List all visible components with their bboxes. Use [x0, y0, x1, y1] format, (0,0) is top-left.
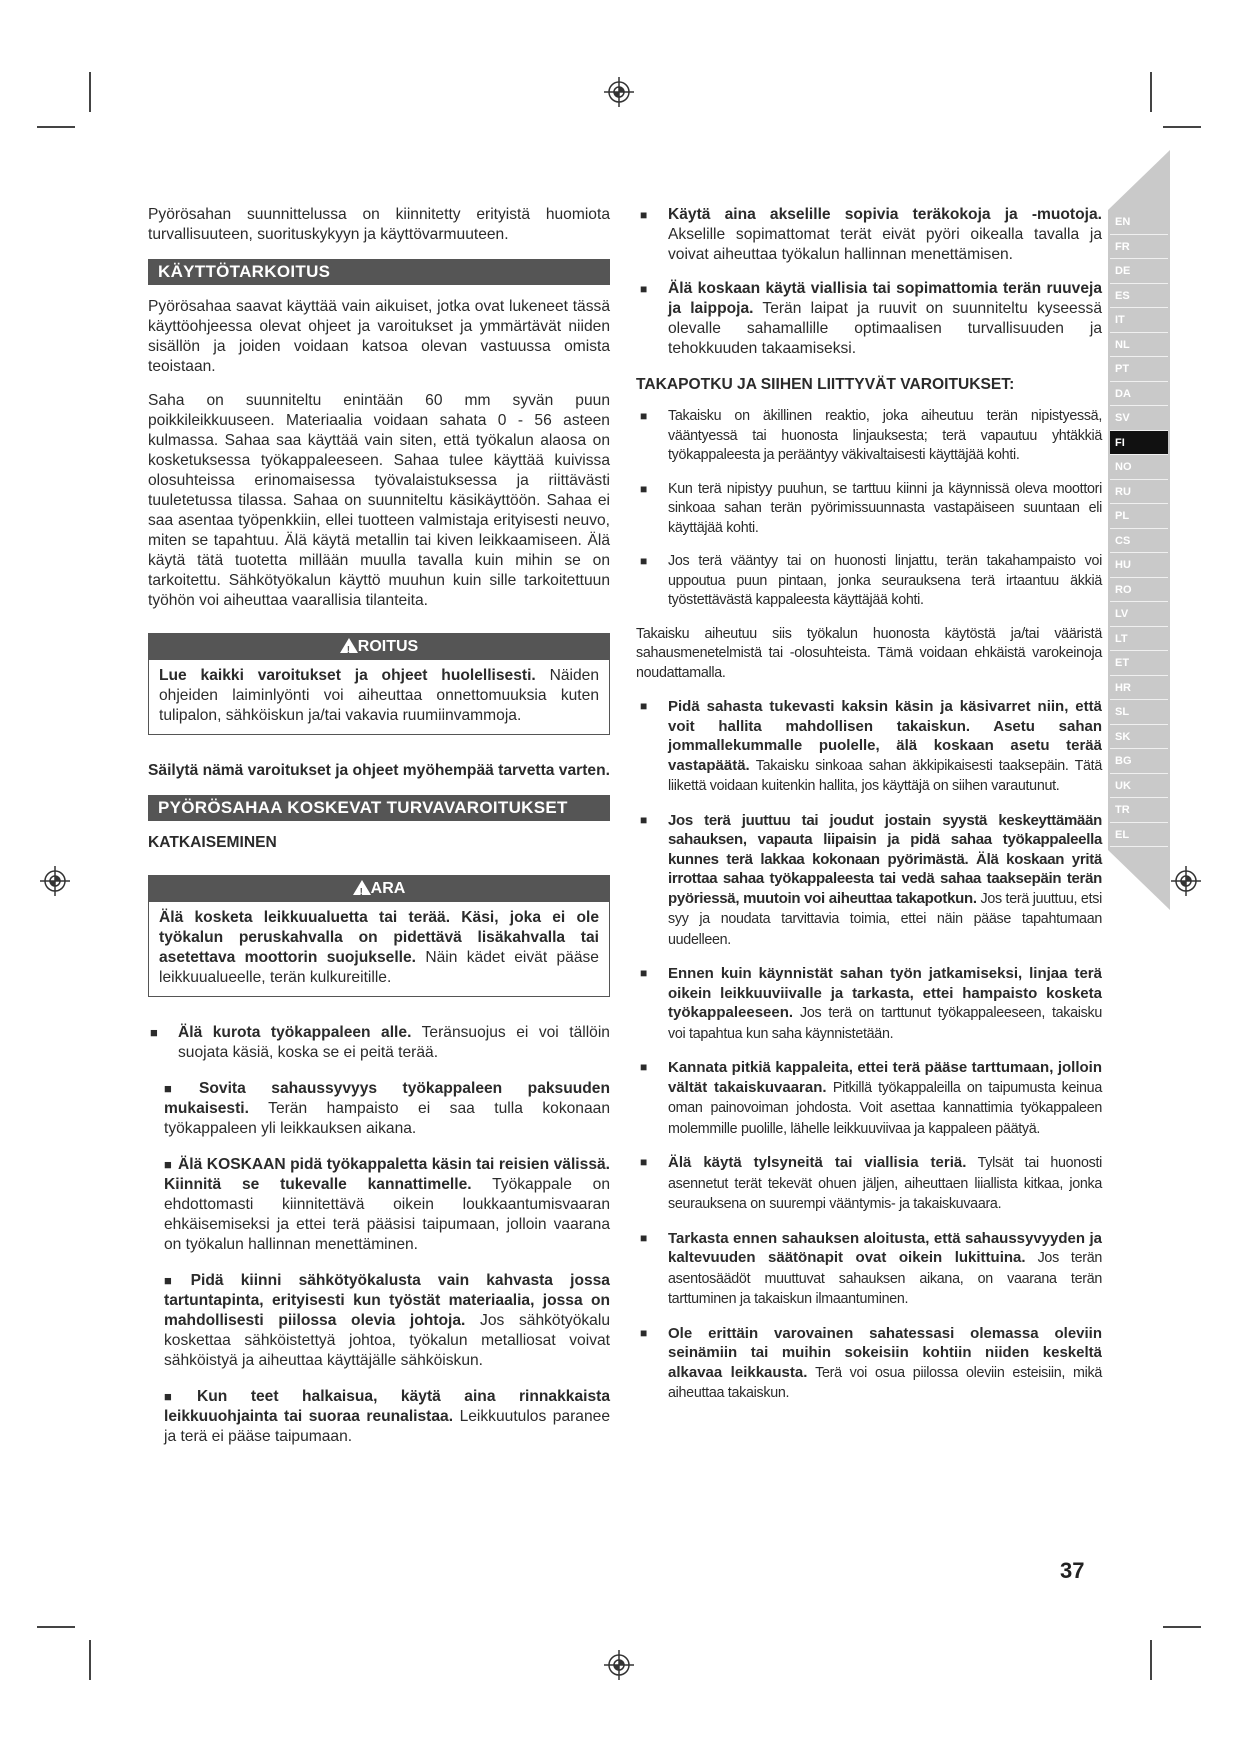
list-item: ■ Pidä kiinni sähkötyökalusta vain kahvasta jossa tartuntapinta, erityisesti kun työstät materiaalia, jossa on mahdollisesti piilossa olevia johtoja. Jos sähkötyökalu koskettaa sähköistettyä johtoa, työkalun metalliosat voivat sähköistyä ja aiheuttaa käyttäjälle sähköiskun. — [164, 1272, 610, 1369]
language-tab-bg[interactable]: BG — [1110, 749, 1168, 774]
registration-mark-icon — [604, 77, 634, 107]
section-heading-usage: KÄYTTÖTARKOITUS — [148, 259, 610, 285]
square-bullet-icon: ■ — [640, 1230, 648, 1245]
list-item: ■ Jos terä vääntyy tai on huonosti linjattu, terän takahampaisto voi uppoutua puun pintaan, jonka seurauksena terä irtaantuu äkkiä työstettävästä kappaleesta käyttäjää kohti. — [640, 553, 1102, 608]
list-item: ■ Pidä sahasta tukevasti kaksin käsin ja käsivarret niin, että voit hallita mahdollisen takaiskun. Asetu sahan jommallekummalle puolelle, älä koskaan asetu terää vastapäätä. Takaisku sinkoaa sahan äkkipikaisesti taaksepäin. Tätä liikettä voidaan kuitenkin hallita, jos käyttäjä on siihen varautunut. — [640, 698, 1102, 794]
square-bullet-icon: ■ — [150, 1025, 158, 1040]
crop-mark — [1163, 1626, 1201, 1628]
language-tab-et[interactable]: ET — [1110, 651, 1168, 676]
intro-paragraph: Pyörösahan suunnittelussa on kiinnitetty erityistä huomiota turvallisuuteen, suorituskykyyn ja käyttövarmuuteen. — [148, 206, 610, 243]
language-tab-no[interactable]: NO — [1110, 455, 1168, 480]
list-item: ■ Käytä aina akselille sopivia teräkokoja ja -muotoja. Akselille sopimattomat terät eivät pyöri oikealla tavalla ja voivat aiheuttaa työkalun hallinnan menettämisen. — [640, 206, 1102, 263]
language-tab-lv[interactable]: LV — [1110, 602, 1168, 627]
registration-mark-icon — [1171, 866, 1201, 896]
language-tab-ru[interactable]: RU — [1110, 480, 1168, 505]
language-tab-en[interactable]: EN — [1110, 210, 1168, 235]
list-item: ■ Jos terä juuttuu tai joudut jostain syystä keskeyttämään sahauksen, vapauta liipaisin ja pidä sahaa työkappaleella kunnes terä lakkaa kokonaan pyörimästä. Älä koskaan yritä irrottaa sahaa työkappaleesta tai vedä sahaa taaksepäin terän pyöriessä, muutoin voi aiheuttaa takapotkun. Jos terä juuttuu, etsi syy ja noudata tarvittavia toimia, ettei näin pääse tapahtumaan uudelleen. — [640, 811, 1102, 948]
usage-paragraph-1: Pyörösahaa saavat käyttää vain aikuiset, jotka ovat lukeneet tässä käyttöohjeessa olevat ohjeet ja varoitukset ja ymmärtävät niiden sisällön ja joiden voidaan katsoa olevan vastuussa omista teoistaan. — [148, 298, 610, 375]
square-bullet-icon: ■ — [640, 208, 648, 222]
list-item: ■ Älä kurota työkappaleen alle. Teränsuojus ei voi tällöin suojata käsiä, koska se ei peitä terää. — [150, 1024, 610, 1061]
language-tab-fi[interactable]: FI — [1110, 431, 1168, 456]
square-bullet-icon: ■ — [640, 481, 647, 496]
list-item: ■ Ennen kuin käynnistät sahan työn jatkamiseksi, linjaa terä oikein leikkuuviivalle ja tarkasta, ettei hampaisto kosketa työkappaleeseen. Jos terä on tarttunut työkappaleeseen, takaisku voi tapahtua kun saha käynnistetään. — [640, 965, 1102, 1042]
list-item: ■ Takaisku on äkillinen reaktio, joka aiheutuu terän nipistyessä, vääntyessä tai huonosta linjauksesta; terä vapautuu yhtäkkiä työkappaleesta ja perääntyy väkivaltaisesti käyttäjää kohti. — [640, 408, 1102, 463]
list-item: ■ Älä koskaan käytä viallisia tai sopimattomia terän ruuveja ja laippoja. Terän laipat ja ruuvit on suunniteltu kyseessä olevalle sahamallille optimaalisen turvallisuuden ja tehokkuuden takaamiseksi. — [640, 280, 1102, 357]
language-tab-uk[interactable]: UK — [1110, 774, 1168, 799]
square-bullet-icon: ■ — [640, 409, 647, 423]
square-bullet-icon: ■ — [640, 699, 648, 713]
list-item: ■ Kun teet halkaisua, käytä aina rinnakkaista leikkuuohjainta tai suoraa reunalistaa. Leikkuutulos paranee ja terä ei pääse taipumaan. — [164, 1388, 610, 1445]
square-bullet-icon: ■ — [164, 1081, 193, 1096]
keep-instructions-note: Säilytä nämä varoitukset ja ohjeet myöhempää tarvetta varten. — [148, 762, 610, 779]
square-bullet-icon: ■ — [640, 1325, 648, 1340]
left-column — [148, 205, 610, 1463]
list-item: ■ Älä KOSKAAN pidä työkappaletta käsin tai reisien välissä. Kiinnitä se tukevalle kannattimelle. Työkappale on ehdottomasti kiinnitettävä oikein loukkaantumisvaaran ehkäisemiseksi ja ettei terä pääsisi taipumaan, jolloin vaarana on työkalun hallinnan menettäminen. — [164, 1156, 610, 1253]
language-tab-sv[interactable]: SV — [1110, 406, 1168, 431]
kickback-paragraph: Takaisku aiheutuu siis työkalun huonosta käytöstä ja/tai vääristä sahausmenetelmistä tai -olosuhteista. Tämä voidaan ehkäistä varokeinoja noudattamalla. — [636, 625, 1102, 681]
square-bullet-icon: ■ — [640, 554, 647, 568]
warning-triangle-icon: ! — [340, 638, 358, 653]
language-tab-de[interactable]: DE — [1110, 259, 1168, 284]
language-tab-da[interactable]: DA — [1110, 382, 1168, 407]
list-item: ■ Sovita sahaussyvyys työkappaleen paksuuden mukaisesti. Terän hampaisto ei saa tulla kokonaan työkappaleen yli leikkauksen aikana. — [164, 1080, 610, 1137]
warning-box-title: ! ROITUS — [149, 634, 609, 660]
crop-mark — [1163, 126, 1201, 128]
list-item: ■ Tarkasta ennen sahauksen aloitusta, että sahaussyvyyden ja kaltevuuden säätönapit ovat oikein lukittuina. Jos terän asentosäädöt muuttuvat sahauksen aikana, on vaarana terän tarttuminen ja takaiskun ilmaantuminen. — [640, 1229, 1103, 1307]
list-item: ■ Ole erittäin varovainen sahatessasi olemassa oleviin seinämiin tai muihin sokeisiin kohtiin niiden keskeltä alkavaa leikkausta. Terä voi osua piilossa oleviin esteisiin, mikä aiheuttaa takaiskun. — [640, 1324, 1103, 1401]
square-bullet-icon: ■ — [640, 1060, 648, 1074]
right-column — [636, 205, 1102, 1418]
square-bullet-icon: ■ — [164, 1157, 173, 1172]
danger-box-body: Älä kosketa leikkuualuetta tai terää. Käsi, joka ei ole työkalun peruskahvalla on pidettävä lisäkahvalla tai asetettava moottorin suojukselle. Näin kädet eivät pääse leikkuualueelle, terän kulkureitille. — [159, 909, 599, 986]
language-tab-lt[interactable]: LT — [1110, 627, 1168, 652]
language-tab-list — [1110, 210, 1168, 847]
list-item: ■ Kannata pitkiä kappaleita, ettei terä pääse tarttumaan, jolloin vältät takaiskuvaaran. Pitkillä työkappaleilla on taipumusta keinua oman painovoiman johdosta. Voit asettaa kannattimia työkappaleen molemmille puolille, lähelle leikkuuviivaa ja kappaleen päätyä. — [640, 1059, 1102, 1137]
language-tab-sk[interactable]: SK — [1110, 725, 1168, 750]
crop-mark — [89, 72, 91, 112]
warning-box — [148, 633, 610, 735]
crop-mark — [1150, 72, 1152, 112]
language-tab-hr[interactable]: HR — [1110, 676, 1168, 701]
language-tab-cs[interactable]: CS — [1110, 529, 1168, 554]
language-tab-el[interactable]: EL — [1110, 823, 1168, 848]
language-tab-pt[interactable]: PT — [1110, 357, 1168, 382]
language-tab-ro[interactable]: RO — [1110, 578, 1168, 603]
warning-triangle-icon: ! — [353, 880, 371, 895]
square-bullet-icon: ■ — [640, 1155, 648, 1169]
language-tab-it[interactable]: IT — [1110, 308, 1168, 333]
square-bullet-icon: ■ — [640, 282, 648, 296]
crop-mark — [37, 1626, 75, 1628]
language-tab-pl[interactable]: PL — [1110, 504, 1168, 529]
language-tab-hu[interactable]: HU — [1110, 553, 1168, 578]
language-tab-fr[interactable]: FR — [1110, 235, 1168, 260]
square-bullet-icon: ■ — [640, 812, 648, 827]
square-bullet-icon: ■ — [164, 1273, 185, 1288]
language-tab-nl[interactable]: NL — [1110, 333, 1168, 358]
danger-box-title: ! ARA — [149, 876, 609, 902]
page-number: 37 — [1060, 1558, 1085, 1583]
warning-box-body: Lue kaikki varoitukset ja ohjeet huolellisesti. Näiden ohjeiden laiminlyönti voi aiheuttaa onnettomuuksia kuten tulipalon, sähköiskun ja/tai vakavia ruumiinvammoja. — [159, 667, 600, 724]
language-tab-tr[interactable]: TR — [1110, 798, 1168, 823]
crop-mark — [89, 1640, 91, 1680]
registration-mark-icon — [604, 1650, 634, 1680]
section-heading-safety: PYÖRÖSAHAA KOSKEVAT TURVAVAROITUKSET — [148, 795, 610, 821]
language-tab-es[interactable]: ES — [1110, 284, 1168, 309]
subheading-cutting: KATKAISEMINEN — [148, 834, 277, 851]
language-tab-sl[interactable]: SL — [1110, 700, 1168, 725]
crop-mark — [1150, 1640, 1152, 1680]
subheading-kickback: TAKAPOTKU JA SIIHEN LIITTYVÄT VAROITUKSET: — [636, 376, 1015, 393]
usage-paragraph-2: Saha on suunniteltu enintään 60 mm syvän puun poikkileikkuuseen. Materiaalia voidaan sahata 0 - 56 asteen kulmassa. Sahaa saa käyttää vain siten, että työkalun alaosa on kosketuksessa työkappaleeseen. Sahaa tulee käyttää kuivissa olosuhteissa erinomaisessa työvalaistuksessa ja riittävästi tuuletetussa tilassa. Sahaa on suunniteltu käsikäyttöön. Sahaa ei saa asentaa työpenkkiin, ellei tuotteen valmistaja erityisesti neuvo, miten se tapahtuu. Älä käytä metallin tai kiven leikkaamiseen. Älä käytä tätä tuotetta millään muulla tavalla kuin mihin se on tarkoitettu. Sähkötyökalun käyttö muuhun kuin sille tarkoitettuun työhön voi aiheuttaa vaarallisia tilanteita. — [148, 392, 610, 609]
crop-mark — [37, 126, 75, 128]
danger-box — [148, 875, 610, 997]
list-item: ■ Älä käytä tylsyneitä tai viallisia teriä. Tylsät tai huonosti asennetut terät tekevät ohuen jäljen, aiheuttaen liiallista kitkaa, jonka seurauksena on suurempi vääntymis- ja takaiskuvaara. — [640, 1154, 1102, 1212]
registration-mark-icon — [40, 866, 70, 896]
list-item: ■ Kun terä nipistyy puuhun, se tarttuu kiinni ja käynnissä oleva moottori sinkoaa sahan terän pyörimissuunnasta vastapäiseen suuntaan eli käyttäjää kohti. — [640, 480, 1102, 536]
square-bullet-icon: ■ — [164, 1389, 192, 1404]
square-bullet-icon: ■ — [640, 966, 648, 980]
